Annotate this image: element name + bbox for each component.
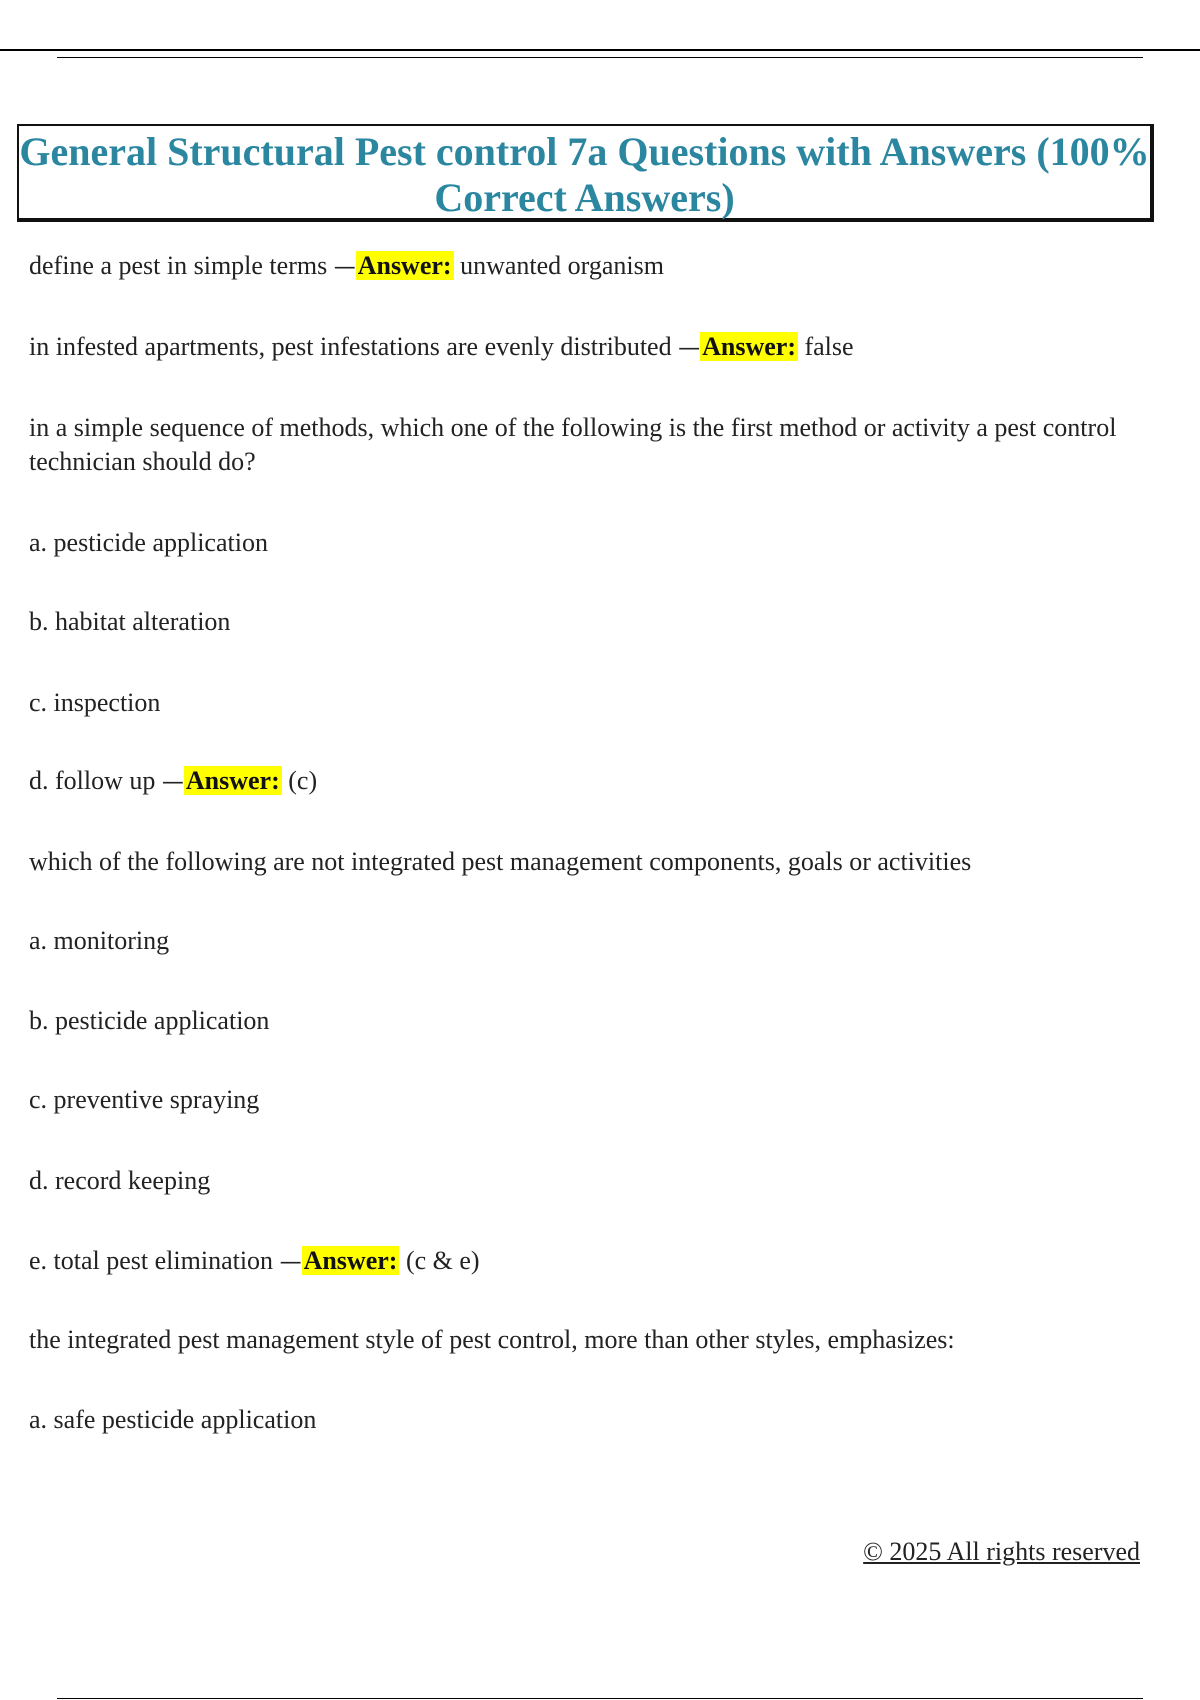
top-inner-rule bbox=[57, 57, 1143, 58]
qa-line-7 bbox=[29, 764, 1139, 800]
qa-line-13 bbox=[29, 1244, 1139, 1280]
question-text: in infested apartments, pest infestations are evenly distributed bbox=[29, 332, 672, 361]
option-line: c. inspection bbox=[29, 688, 161, 717]
option-line: a. monitoring bbox=[29, 926, 170, 955]
option-line: c. preventive spraying bbox=[29, 1085, 260, 1114]
answer-label: Answer: bbox=[185, 766, 280, 795]
question-line: which of the following are not integrated pest management components, goals or activities bbox=[29, 847, 972, 876]
qa-line-2 bbox=[29, 330, 1139, 366]
option-line: a. safe pesticide application bbox=[29, 1405, 317, 1434]
answer-dash: — bbox=[333, 255, 356, 280]
answer-text: unwanted organism bbox=[460, 251, 664, 280]
answer-text: (c & e) bbox=[405, 1246, 480, 1275]
qa-line-1 bbox=[29, 249, 1139, 285]
bottom-rule bbox=[57, 1698, 1143, 1699]
option-line: d. record keeping bbox=[29, 1166, 211, 1195]
option-text: e. total pest elimination bbox=[29, 1246, 274, 1275]
question-line: the integrated pest management style of pest control, more than other styles, emphasizes: bbox=[29, 1325, 955, 1354]
option-line: b. habitat alteration bbox=[29, 607, 231, 636]
question-line: in a simple sequence of methods, which one of the following is the first method or activity a pest control technician should do? bbox=[29, 413, 1117, 476]
answer-dash: — bbox=[161, 770, 184, 795]
question-text: define a pest in simple terms bbox=[29, 251, 328, 280]
answer-text: (c) bbox=[288, 766, 318, 795]
answer-dash: — bbox=[279, 1250, 302, 1275]
document-title: General Structural Pest control 7a Questions with Answers (100% Correct Answers) bbox=[17, 124, 1154, 222]
option-text: d. follow up bbox=[29, 766, 156, 795]
copyright-footer: © 2025 All rights reserved bbox=[863, 1537, 1140, 1566]
top-rule bbox=[0, 49, 1200, 51]
answer-label: Answer: bbox=[357, 251, 452, 280]
answer-text: false bbox=[804, 332, 854, 361]
option-line: a. pesticide application bbox=[29, 528, 268, 557]
answer-label: Answer: bbox=[303, 1246, 398, 1275]
answer-dash: — bbox=[678, 336, 701, 361]
option-line: b. pesticide application bbox=[29, 1006, 270, 1035]
answer-label: Answer: bbox=[702, 332, 796, 361]
